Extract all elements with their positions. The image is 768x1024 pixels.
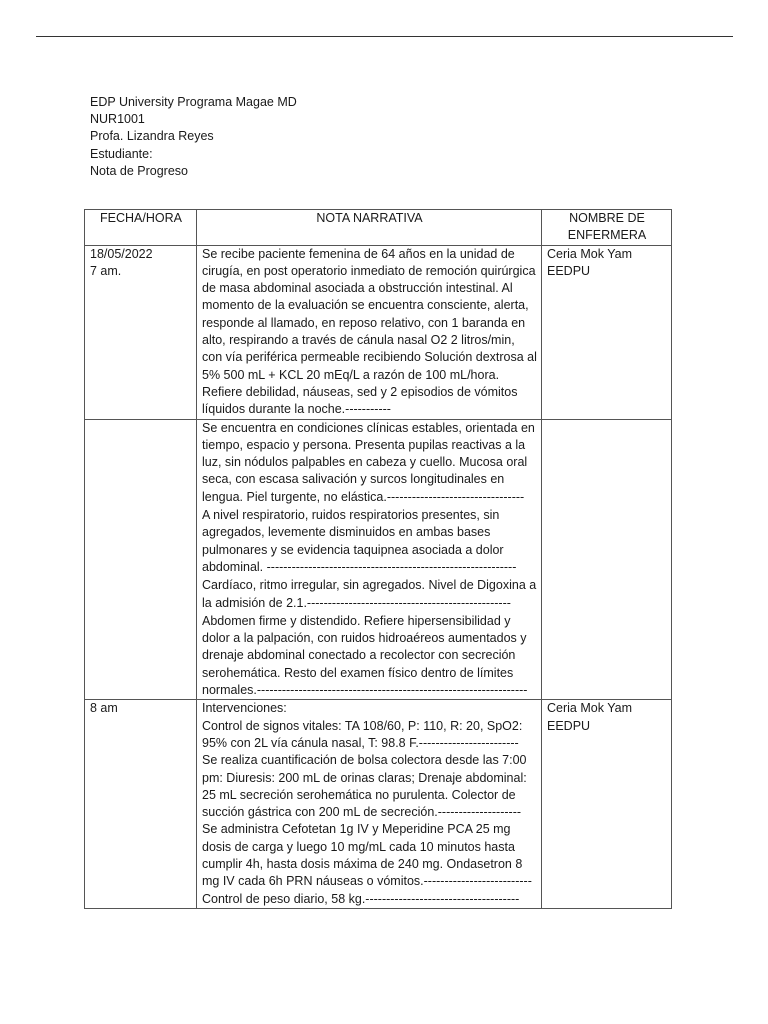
narrative-paragraph: A nivel respiratorio, ruidos respiratorios presentes, sin agregados, levemente disminuidos en ambas bases pulmonares y se evidencia taquipnea asociada a dolor abdominal. ------------------------------------------------------------ — [202, 508, 517, 574]
nurse-org: EEDPU — [547, 263, 591, 278]
nurse-org: EEDPU — [547, 718, 591, 733]
narrative-paragraph: Intervenciones: — [202, 701, 287, 716]
entry-date: 8 am — [90, 701, 118, 716]
datetime-cell — [85, 245, 197, 419]
professor-name: Profa. Lizandra Reyes — [90, 129, 214, 144]
header-nurse: NOMBRE DE ENFERMERA — [542, 210, 672, 246]
nurse-cell — [542, 419, 672, 700]
document-title: Nota de Progreso — [90, 163, 188, 178]
table-row — [85, 700, 672, 909]
datetime-cell — [85, 700, 197, 909]
header-datetime: FECHA/HORA — [85, 210, 197, 246]
narrative-paragraph: Se encuentra en condiciones clínicas estables, orientada en tiempo, espacio y persona. Presenta pupilas reactivas a la luz, sin nódulos palpables en cabeza y cuello. Mucosa oral seca, con escasa salivación y surcos longitudinales en lengua. Piel turgente, no elástica.--------------------------------- — [202, 420, 535, 504]
entry-date: 18/05/2022 — [90, 246, 153, 261]
narrative-cell — [197, 700, 542, 909]
narrative-cell — [197, 419, 542, 700]
top-rule — [36, 36, 733, 37]
student-label: Estudiante: — [90, 146, 153, 161]
document-header — [90, 94, 297, 180]
narrative-paragraph: Se realiza cuantificación de bolsa colectora desde las 7:00 pm: Diuresis: 200 mL de orinas claras; Drenaje abdominal: 25 mL secreción serohemática no purulenta. Colector de succión gástrica con 200 mL de secreción.-------------------- — [202, 753, 527, 820]
narrative-cell — [197, 245, 542, 419]
nurse-name: Ceria Mok Yam — [547, 701, 632, 716]
table-header-row — [85, 210, 672, 246]
narrative-paragraph: Cardíaco, ritmo irregular, sin agregados. Nivel de Digoxina a la admisión de 2.1.------------------------------------------------- — [202, 578, 537, 610]
nurse-name: Ceria Mok Yam — [547, 246, 632, 261]
nurse-cell — [542, 245, 672, 419]
header-narrative: NOTA NARRATIVA — [197, 210, 542, 246]
institution-name: EDP University Programa Magae MD — [90, 95, 297, 109]
narrative-paragraph: Control de signos vitales: TA 108/60, P: 110, R: 20, SpO2: 95% con 2L vía cánula nasal, T: 98.8 F.------------------------ — [202, 718, 523, 750]
course-code: NUR1001 — [90, 112, 145, 127]
nurse-cell — [542, 700, 672, 909]
narrative-paragraph: Se recibe paciente femenina de 64 años en la unidad de cirugía, en post operatorio inmediato de remoción quirúrgica de masa abdominal asociada a obstrucción intestinal. Al momento de la evaluación se encuentra consciente, alerta, responde al llamado, en reposo relativo, con 1 baranda en alto, respirando a través de cánula nasal O2 2 litros/min, con vía periférica permeable recibiendo Solución dextrosa al 5% 500 mL + KCL 20 mEq/L a razón de 100 mL/hora. Refiere debilidad, náuseas, sed y 2 episodios de vómitos líquidos durante la noche.----------- — [202, 246, 537, 417]
progress-notes-table — [84, 209, 672, 909]
table-row — [85, 245, 672, 419]
narrative-paragraph: Control de peso diario, 58 kg.------------------------------------- — [202, 891, 520, 906]
entry-time: 7 am. — [90, 263, 122, 278]
datetime-cell — [85, 419, 197, 700]
narrative-paragraph: Se administra Cefotetan 1g IV y Meperidine PCA 25 mg dosis de carga y luego 10 mg/mL cada 10 minutos hasta cumplir 4h, hasta dosis máxima de 240 mg. Ondasetron 8 mg IV cada 6h PRN náuseas o vómitos.-------------------------- — [202, 822, 532, 889]
table-row — [85, 419, 672, 700]
narrative-paragraph: Abdomen firme y distendido. Refiere hipersensibilidad y dolor a la palpación, con ruidos hidroaéreos aumentados y drenaje abdominal conectado a recolector con secreción serohemática. Resto del examen físico dentro de límites normales.----------------------------------------------------------------- — [202, 613, 528, 698]
